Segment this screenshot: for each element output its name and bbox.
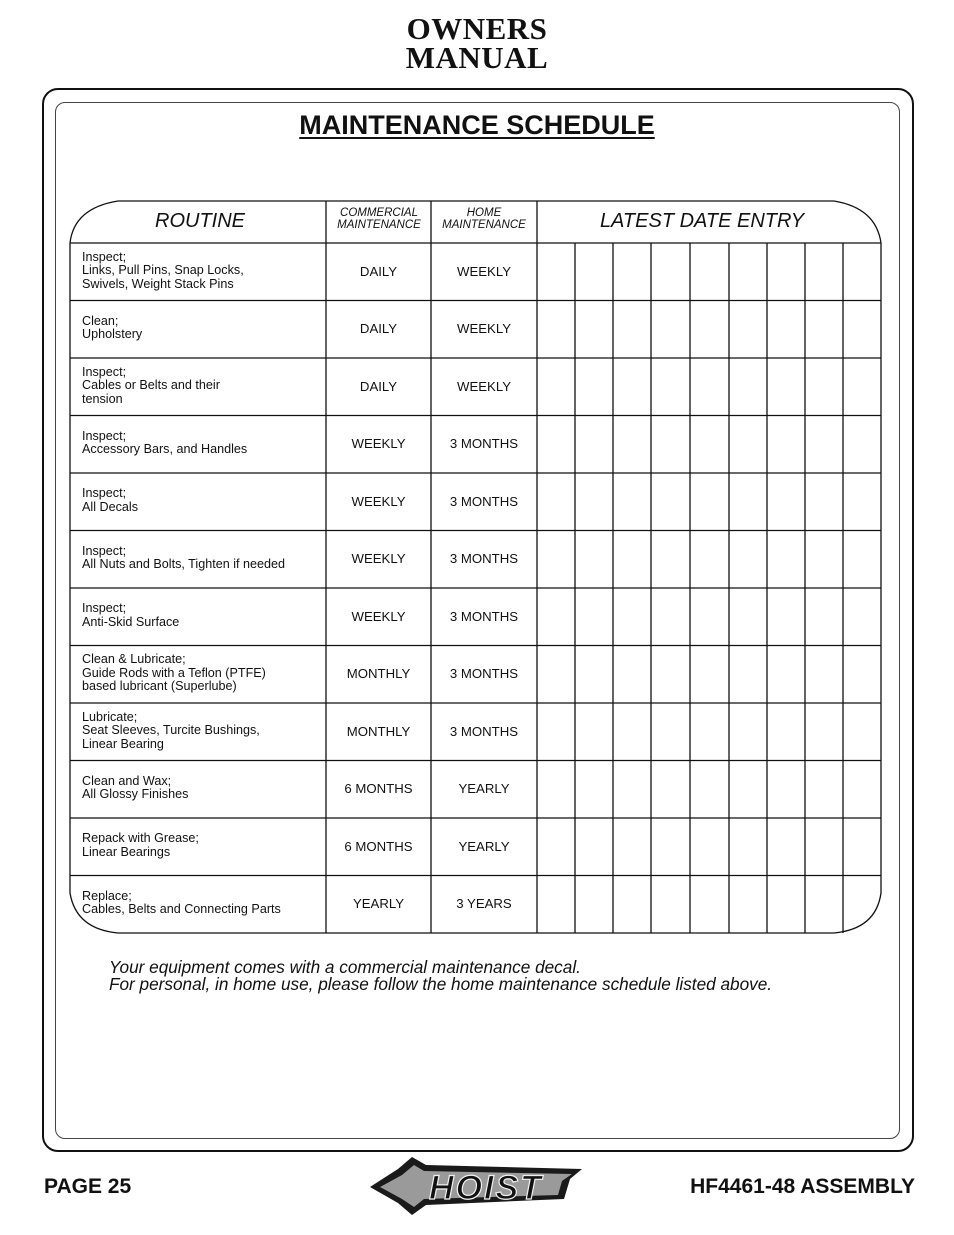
home-header [432,208,536,231]
routine-cell: Inspect; All Nuts and Bolts, Tighten if needed [82,543,286,572]
home-frequency: 3 MONTHS [449,723,519,739]
commercial-frequency: WEEKLY [351,436,406,452]
routine-cell: Inspect; Links, Pull Pins, Snap Locks, Swivels, Weight Stack Pins [82,249,244,291]
routine-cell: Clean; Upholstery [82,313,143,342]
commercial-frequency: 6 MONTHS [344,781,413,797]
commercial-frequency: MONTHLY [346,723,411,739]
note-line-2: For personal, in home use, please follow the home maintenance schedule listed above. [109,974,773,994]
commercial-header [327,208,431,231]
commercial-frequency: WEEKLY [351,493,406,509]
home-frequency: YEARLY [458,838,510,854]
commercial-frequency: 6 MONTHS [344,838,413,854]
commercial-frequency: DAILY [359,378,398,394]
routine-cell: Inspect; Anti-Skid Surface [82,601,180,629]
routine-cell: Inspect; All Decals [82,486,138,514]
routine-cell: Lubricate; Seat Sleeves, Turcite Bushings, Linear Bearing [82,709,260,751]
routine-cell: Clean and Wax; All Glossy Finishes [82,773,189,802]
routine-cell: Replace; Cables, Belts and Connecting Parts [82,888,281,917]
routine-cell: Repack with Grease; Linear Bearings [82,831,199,859]
home-frequency: YEARLY [458,781,510,797]
note-line-1: Your equipment comes with a commercial maintenance decal. [109,957,581,977]
title-line-2: MANUAL [405,40,549,75]
commercial-frequency: DAILY [359,321,398,337]
commercial-header-line2: MAINTENANCE [337,218,421,231]
home-frequency: 3 MONTHS [449,551,519,567]
page-number: PAGE 25 [44,1175,132,1198]
routine-cell: Inspect; Cables or Belts and their tension [82,364,220,406]
commercial-header-line1: COMMERCIAL [340,207,418,219]
home-frequency: WEEKLY [457,378,511,394]
hoist-logo [368,1155,588,1219]
commercial-frequency: YEARLY [352,896,405,912]
title-line-1: OWNERS [406,11,548,46]
home-frequency: 3 YEARS [456,896,512,912]
commercial-frequency: WEEKLY [351,608,406,624]
home-frequency: WEEKLY [457,321,511,337]
home-frequency: 3 MONTHS [449,436,519,452]
latest-date-entry-header: LATEST DATE ENTRY [599,210,805,232]
commercial-frequency: DAILY [359,263,398,279]
schedule-title: MAINTENANCE SCHEDULE [299,110,655,140]
home-header-line2: MAINTENANCE [442,218,526,231]
hoist-logo-text: HOIST [429,1169,543,1207]
home-frequency: 3 MONTHS [449,608,519,624]
routine-header: ROUTINE [155,210,245,232]
home-frequency: WEEKLY [457,263,511,279]
routine-cell: Inspect; Accessory Bars, and Handles [82,428,248,457]
home-header-line1: HOME [466,207,502,219]
commercial-frequency: WEEKLY [351,551,406,567]
model-number: HF4461-48 ASSEMBLY [690,1175,915,1198]
home-frequency: 3 MONTHS [449,666,519,682]
commercial-frequency: MONTHLY [346,666,411,682]
home-frequency: 3 MONTHS [449,493,519,509]
routine-cell: Clean & Lubricate; Guide Rods with a Teflon (PTFE) based lubricant (Superlube) [82,652,266,693]
